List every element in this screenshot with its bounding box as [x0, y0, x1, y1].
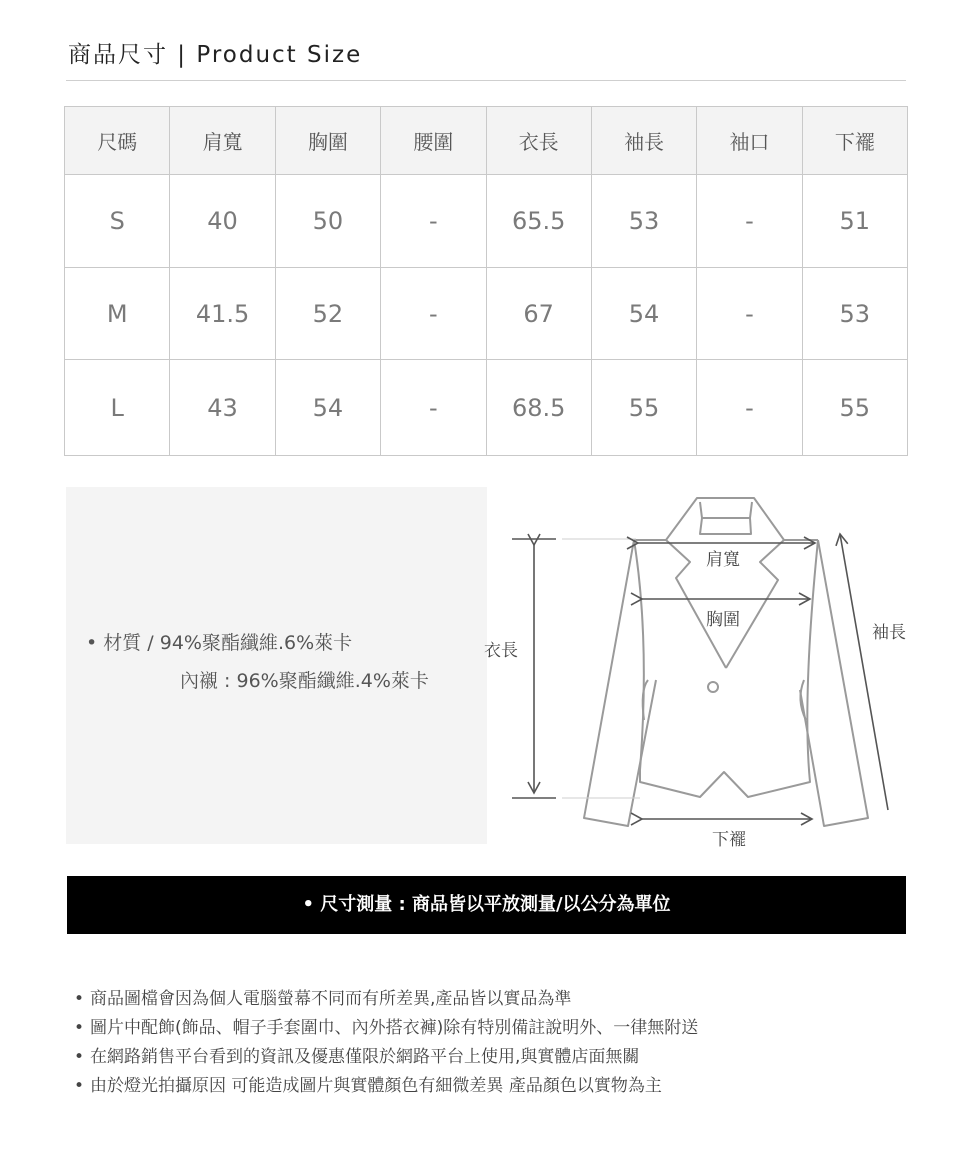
title-divider [66, 80, 906, 81]
column-header: 肩寬 [170, 107, 275, 175]
shoulder-label: 肩寬 [706, 550, 740, 570]
chest-label: 胸圍 [706, 610, 740, 630]
lining-text: 內襯 : 96%聚酯纖維.4%萊卡 [180, 670, 429, 692]
hem-label: 下襬 [712, 830, 746, 850]
sleeve-label: 袖長 [872, 623, 906, 643]
column-header: 下襬 [802, 107, 907, 175]
list-item: • 在網路銷售平台看到的資訊及優惠僅限於網路平台上使用,與實體店面無關 [74, 1043, 698, 1072]
table-header-row [65, 107, 908, 175]
page-title: 商品尺寸 | Product Size [68, 42, 363, 68]
size-table [64, 106, 908, 456]
column-header: 胸圍 [275, 107, 380, 175]
table-row [65, 360, 908, 456]
column-header: 尺碼 [65, 107, 170, 175]
table-cell: 54 [275, 360, 380, 456]
list-item: • 圖片中配飾(飾品、帽子手套圍巾、內外搭衣褲)除有特別備註說明外、一律無附送 [74, 1014, 698, 1043]
jacket-measurement-diagram [478, 494, 918, 850]
table-cell: - [381, 175, 486, 268]
column-header: 腰圍 [381, 107, 486, 175]
table-cell: L [65, 360, 170, 456]
table-cell: 54 [591, 268, 696, 360]
table-cell: 41.5 [170, 268, 275, 360]
table-row [65, 268, 908, 360]
length-label: 衣長 [484, 641, 518, 661]
table-cell: - [381, 360, 486, 456]
table-cell: 43 [170, 360, 275, 456]
table-cell: 65.5 [486, 175, 591, 268]
table-cell: 53 [802, 268, 907, 360]
table-cell: 51 [802, 175, 907, 268]
table-cell: 40 [170, 175, 275, 268]
table-cell: 55 [802, 360, 907, 456]
column-header: 袖長 [591, 107, 696, 175]
table-cell: - [381, 268, 486, 360]
measurement-banner: • 尺寸測量 : 商品皆以平放測量/以公分為單位 [67, 876, 906, 934]
table-cell: 53 [591, 175, 696, 268]
column-header: 衣長 [486, 107, 591, 175]
table-cell: 68.5 [486, 360, 591, 456]
table-cell: S [65, 175, 170, 268]
table-cell: - [697, 268, 802, 360]
table-cell: 50 [275, 175, 380, 268]
table-row [65, 175, 908, 268]
table-cell: - [697, 360, 802, 456]
table-cell: 55 [591, 360, 696, 456]
material-text: • 材質 / 94%聚酯纖維.6%萊卡 [86, 632, 353, 654]
list-item: • 商品圖檔會因為個人電腦螢幕不同而有所差異,產品皆以實品為準 [74, 985, 698, 1014]
column-header: 袖口 [697, 107, 802, 175]
table-cell: M [65, 268, 170, 360]
notes-list [74, 985, 698, 1101]
table-cell: - [697, 175, 802, 268]
list-item: • 由於燈光拍攝原因 可能造成圖片與實體顏色有細微差異 產品顏色以實物為主 [74, 1072, 698, 1101]
jacket-outline-illustration [478, 494, 918, 844]
table-cell: 52 [275, 268, 380, 360]
material-box [66, 487, 487, 844]
table-cell: 67 [486, 268, 591, 360]
